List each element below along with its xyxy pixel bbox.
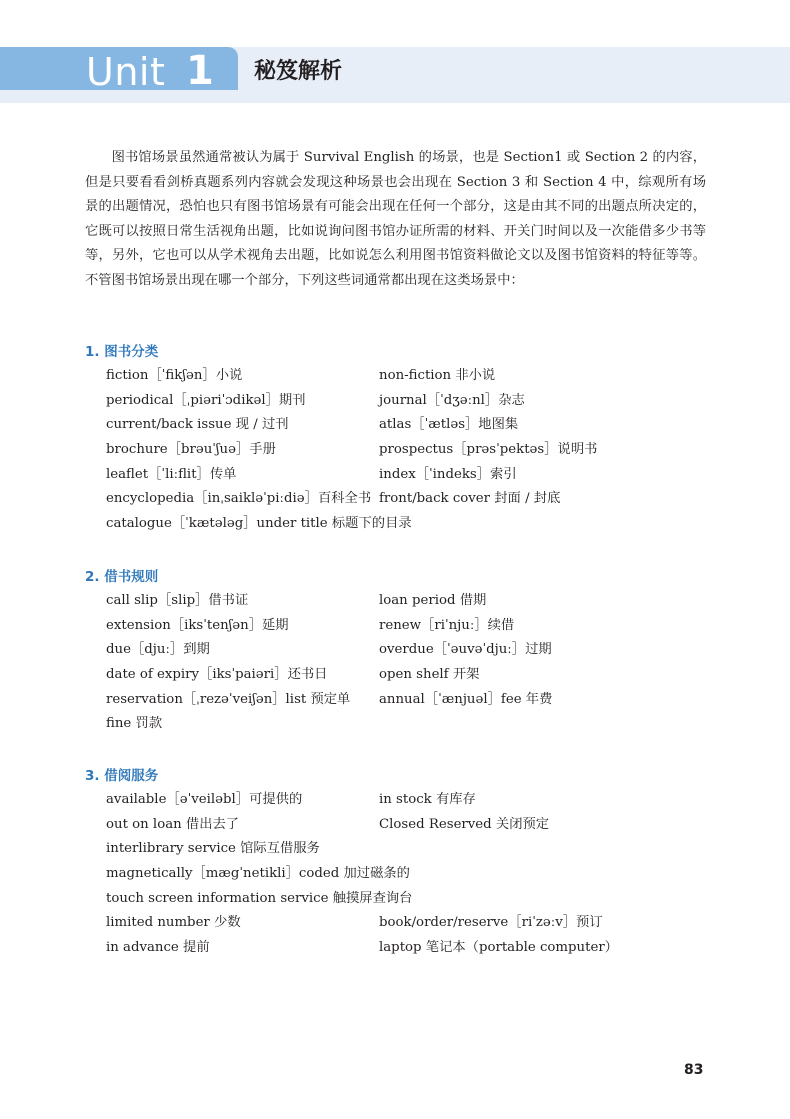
vocab-row (85, 413, 705, 438)
vocab-term: magnetically［mægˈnetikli］coded 加过磁条的 (106, 866, 410, 882)
vocab-row (85, 911, 705, 936)
vocab-term: laptop 笔记本（portable computer） (379, 940, 618, 956)
vocab-row (85, 887, 705, 912)
vocab-row (85, 487, 705, 512)
vocab-row (85, 638, 705, 663)
vocab-term: out on loan 借出去了 (106, 816, 240, 832)
vocab-row (85, 688, 705, 713)
vocab-term: prospectus［prəsˈpektəs］说明书 (379, 442, 598, 458)
vocab-term: leaflet［ˈliːflit］传单 (106, 466, 237, 482)
vocab-term: periodical［ˌpiəriˈɔdikəl］期刊 (106, 392, 306, 408)
vocab-term: available［əˈveiləbl］可提供的 (106, 792, 303, 807)
vocab-term: catalogue［ˈkætələg］under title 标题下的目录 (106, 516, 412, 532)
vocab-term: extension［iksˈtenʃən］延期 (106, 617, 289, 633)
vocab-row (85, 712, 705, 737)
vocab-term: reservation［ˌrezəˈveiʃən］list 预定单 (106, 691, 351, 707)
vocab-term: limited number 少数 (106, 915, 241, 931)
vocab-row (85, 389, 705, 414)
vocab-term (379, 887, 699, 912)
vocab-row (85, 936, 705, 961)
section-title: 2. 借书规则 (85, 569, 159, 585)
vocab-row (85, 862, 705, 887)
vocab-term: Closed Reserved 关闭预定 (379, 816, 550, 832)
section-lending-services (85, 764, 705, 961)
vocab-row (85, 438, 705, 463)
vocab-row (85, 788, 705, 813)
vocab-term (379, 862, 699, 887)
vocab-row (85, 813, 705, 838)
vocab-term: renew［riˈnjuː］续借 (379, 617, 515, 633)
vocab-term (379, 512, 699, 537)
vocab-row (85, 589, 705, 614)
vocab-term: loan period 借期 (379, 593, 487, 608)
vocab-term: non-fiction 非小说 (379, 368, 496, 383)
vocab-term (379, 837, 699, 862)
vocab-term: annual［ˈænjuəl］fee 年费 (379, 691, 553, 707)
vocab-row (85, 512, 705, 537)
intro-paragraph: 图书馆场景虽然通常被认为属于 Survival English 的场景，也是 Section1 或 Section 2 的内容，但是只要看看剑桥真题系列内容就会发现这种场景也会出现在 Section 3 和 Section 4 中，综观所有场景的出题情况，恐怕也只有图书馆场景有可能会出现在任何一个部分，这是由其不同的出题点所决定的，它既可以按照日常生活视角出题，比如说询问图书馆办证所需的材料、开关门时间以及一次能借多少书等等，另外，它也可以从学术视角去出题，比如说怎么利用图书馆资料做论文以及图书馆资料的特征等等。不管图书馆场景出现在哪一个部分，下列这些词通常都出现在这类场景中： (85, 150, 706, 288)
section-lending-rules (85, 565, 705, 737)
vocab-term: call slip［slip］借书证 (106, 593, 249, 608)
vocab-term: front/back cover 封面 / 封底 (379, 491, 561, 507)
vocab-term: interlibrary service 馆际互借服务 (106, 841, 320, 857)
vocab-row (85, 614, 705, 639)
section-title: 1. 图书分类 (85, 344, 159, 360)
vocab-term: fiction［ˈfikʃən］小说 (106, 368, 243, 383)
vocab-term: journal［ˈdʒəːnl］杂志 (379, 392, 525, 408)
vocab-term: brochure［brəuˈʃuə］手册 (106, 442, 276, 458)
section-book-types (85, 340, 705, 537)
unit-number: 1 (186, 48, 214, 94)
vocab-term: current/back issue 现 / 过刊 (106, 417, 289, 433)
unit-label: Unit (86, 50, 166, 94)
vocab-term (379, 712, 699, 737)
vocab-term: book/order/reserve［riˈzəːv］预订 (379, 915, 603, 931)
vocab-term: encyclopedia［inˌsaikləˈpiːdiə］百科全书 (106, 491, 372, 507)
page-number: 83 (684, 1062, 704, 1078)
vocab-row (85, 463, 705, 488)
vocab-term: date of expiry［iksˈpaiəri］还书日 (106, 667, 328, 683)
page-title: 秘笈解析 (254, 59, 343, 84)
vocab-row (85, 837, 705, 862)
vocab-term: fine 罚款 (106, 716, 163, 732)
vocab-term: in advance 提前 (106, 940, 210, 956)
vocab-term: in stock 有库存 (379, 792, 476, 807)
vocab-term: overdue［ˈəuvəˈdjuː］过期 (379, 642, 552, 658)
vocab-row (85, 663, 705, 688)
section-title: 3. 借阅服务 (85, 768, 159, 784)
vocab-term: atlas［ˈætləs］地图集 (379, 417, 519, 433)
vocab-term: due［djuː］到期 (106, 642, 210, 658)
vocab-row (85, 364, 705, 389)
vocab-term: index［ˈindeks］索引 (379, 466, 517, 482)
vocab-term: open shelf 开架 (379, 667, 480, 683)
vocab-term: touch screen information service 触摸屏查询台 (106, 890, 413, 906)
